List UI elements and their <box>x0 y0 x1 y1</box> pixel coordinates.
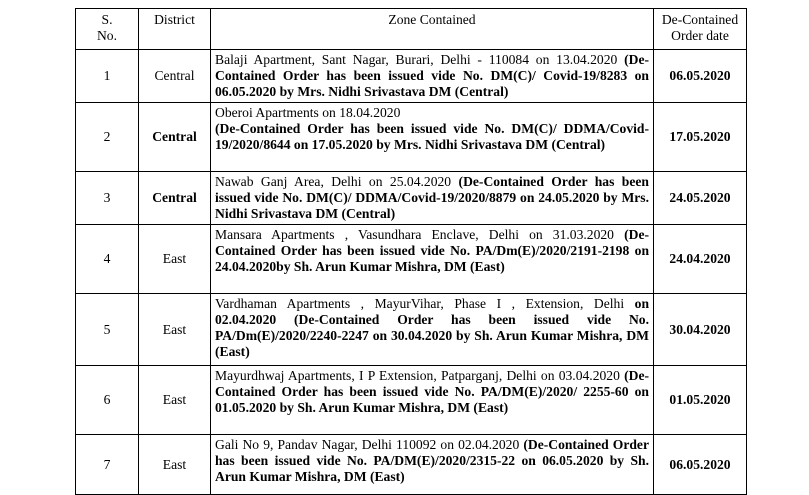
zone-text: Oberoi Apartments on 18.04.2020 <box>215 105 401 120</box>
zone-order-text: (De-Contained Order has been issued vide No. DM(C)/ Covid-19/8283 on 06.05.2020 by Mrs. Nidhi Srivastava DM (Central) <box>215 52 649 99</box>
table-row <box>76 435 747 495</box>
header-sno <box>76 9 139 50</box>
header-date <box>654 9 747 50</box>
zone-text: Mayurdhwaj Apartments, I P Extension, Patparganj, Delhi on 03.04.2020 <box>215 368 625 383</box>
cell-district: East <box>139 435 211 495</box>
cell-sno: 5 <box>76 294 139 366</box>
cell-district: East <box>139 294 211 366</box>
cell-district: East <box>139 225 211 294</box>
cell-zone <box>211 50 654 103</box>
zone-text: Mansara Apartments , Vasundhara Enclave, Delhi on 31.03.2020 <box>215 227 625 242</box>
table-row <box>76 225 747 294</box>
table-row <box>76 366 747 435</box>
cell-district: Central <box>139 103 211 172</box>
zone-order-text: (De-Contained Order has been issued vide No. PA/DM(E)/2020/2315-22 on 06.05.2020 by Sh. Arun Kumar Mishra, DM (East) <box>215 437 650 484</box>
cell-date: 06.05.2020 <box>654 435 747 495</box>
table-row <box>76 294 747 366</box>
header-sno-line1: S. <box>101 12 113 27</box>
cell-date: 06.05.2020 <box>654 50 747 103</box>
cell-date: 01.05.2020 <box>654 366 747 435</box>
header-zone: Zone Contained <box>211 9 654 50</box>
cell-zone <box>211 172 654 225</box>
cell-district: Central <box>139 50 211 103</box>
cell-sno: 4 <box>76 225 139 294</box>
header-district: District <box>139 9 211 50</box>
table-row <box>76 172 747 225</box>
cell-district: Central <box>139 172 211 225</box>
table-row <box>76 103 747 172</box>
zone-text: Balaji Apartment, Sant Nagar, Burari, Delhi - 110084 on 13.04.2020 <box>215 52 625 67</box>
header-date-line1: De-Contained <box>661 12 739 27</box>
cell-zone <box>211 225 654 294</box>
zone-order-text: (De-Contained Order has been issued vide No. DM(C)/ DDMA/Covid-19/2020/8644 on 17.05.2020 by Mrs. Nidhi Srivastava DM (Central) <box>215 121 649 152</box>
zone-text: Vardhaman Apartments , MayurVihar, Phase I , Extension, Delhi <box>215 296 635 311</box>
containment-table <box>75 8 747 495</box>
zone-order-text: on 02.04.2020 (De-Contained Order has been issued vide No. PA/Dm(E)/2020/2240-2247 on 30.04.2020 by Sh. Arun Kumar Mishra, DM (East) <box>215 296 649 359</box>
cell-date: 24.05.2020 <box>654 172 747 225</box>
cell-sno: 3 <box>76 172 139 225</box>
cell-district: East <box>139 366 211 435</box>
cell-date: 30.04.2020 <box>654 294 747 366</box>
table-row <box>76 50 747 103</box>
zone-text: Nawab Ganj Area, Delhi on 25.04.2020 <box>215 174 459 189</box>
header-sno-line2: No. <box>96 28 117 43</box>
cell-sno: 1 <box>76 50 139 103</box>
cell-zone <box>211 366 654 435</box>
header-date-line2: Order date <box>671 28 729 43</box>
cell-date: 24.04.2020 <box>654 225 747 294</box>
zone-order-text: (De-Contained Order has been issued vide No. DM(C)/ DDMA/Covid-19/2020/8879 on 24.05.2020 by Mrs. Nidhi Srivastava DM (Central) <box>215 174 649 221</box>
cell-date: 17.05.2020 <box>654 103 747 172</box>
zone-order-text: (De-Contained Order has been issued vide No. PA/DM(E)/2020/ 2255-60 on 01.05.2020 by Sh. Arun Kumar Mishra, DM (East) <box>215 368 649 415</box>
cell-zone <box>211 435 654 495</box>
cell-zone <box>211 103 654 172</box>
cell-zone <box>211 294 654 366</box>
cell-sno: 2 <box>76 103 139 172</box>
cell-sno: 6 <box>76 366 139 435</box>
zone-order-text: (De-Contained Order has been issued vide No. PA/Dm(E)/2020/2191-2198 on 24.04.2020by Sh. Arun Kumar Mishra, DM (East) <box>215 227 649 274</box>
zone-text: Gali No 9, Pandav Nagar, Delhi 110092 on 02.04.2020 <box>215 437 524 452</box>
cell-sno: 7 <box>76 435 139 495</box>
header-row <box>76 9 747 50</box>
